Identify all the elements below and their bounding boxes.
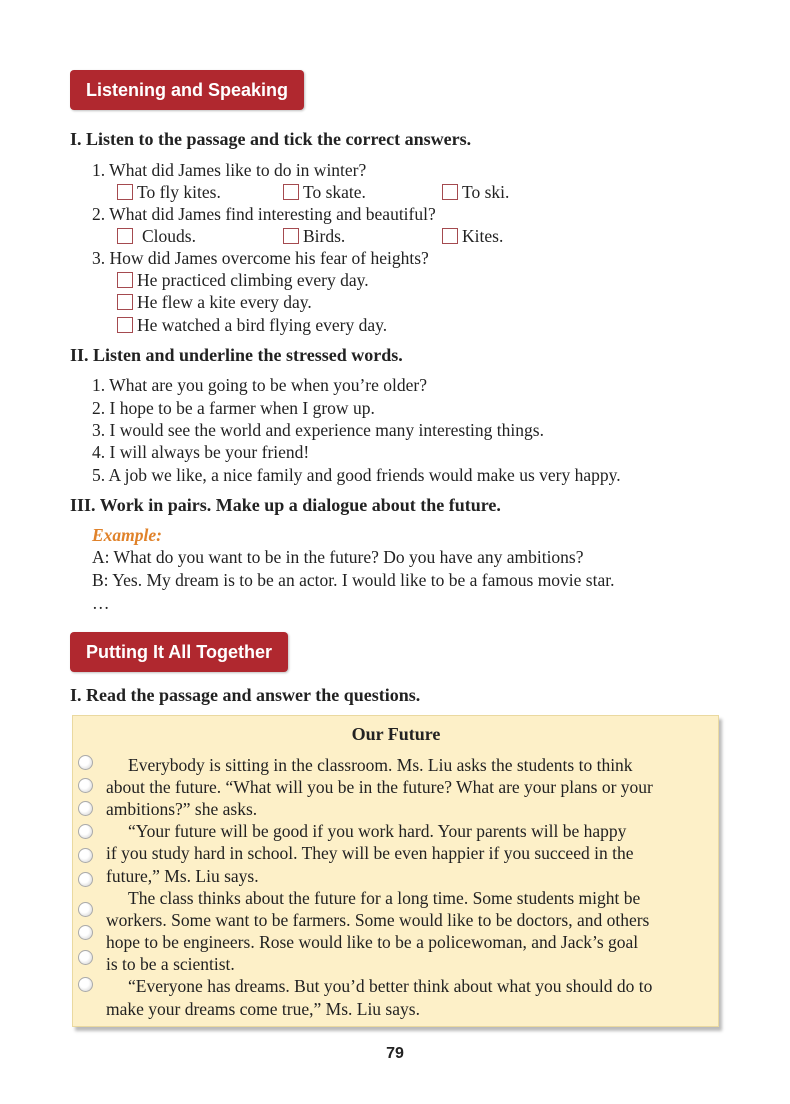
option[interactable]	[442, 225, 503, 247]
ring-binder-icon	[78, 925, 93, 940]
passage-line: ambitions?” she asks.	[106, 799, 258, 819]
ring-binder-icon	[78, 872, 93, 887]
passage-line: hope to be engineers. Rose would like to be a policewoman, and Jack’s goal	[106, 932, 639, 952]
checkbox[interactable]	[442, 184, 458, 200]
ring-binder-icon	[78, 902, 93, 917]
option[interactable]	[283, 225, 345, 247]
section-banner-putting-together: Putting It All Together	[70, 632, 288, 672]
option[interactable]	[442, 181, 509, 203]
checkbox[interactable]	[117, 294, 133, 310]
passage-line: Everybody is sitting in the classroom. Ms. Liu asks the students to think	[128, 755, 633, 775]
checkbox[interactable]	[117, 184, 133, 200]
option[interactable]	[283, 181, 366, 203]
passage-line: The class thinks about the future for a long time. Some students might be	[128, 888, 641, 908]
dialogue-line: A: What do you want to be in the future? Do you have any ambitions?	[92, 547, 584, 567]
option-label: Birds.	[303, 226, 346, 246]
option-label: To skate.	[303, 182, 366, 202]
checkbox[interactable]	[283, 228, 299, 244]
option-label: To fly kites.	[137, 182, 221, 202]
checkbox[interactable]	[117, 317, 133, 333]
section-banner-listening-speaking: Listening and Speaking	[70, 70, 304, 110]
option-label: To ski.	[462, 182, 510, 202]
ring-binder-icon	[78, 977, 93, 992]
option[interactable]	[117, 225, 196, 247]
list-item: 1. What are you going to be when you’re older?	[92, 375, 427, 395]
passage-line: is to be a scientist.	[106, 954, 235, 974]
list-item: 2. I hope to be a farmer when I grow up.	[92, 398, 375, 418]
question-3: 3. How did James overcome his fear of heights?	[92, 248, 429, 268]
ring-binder-icon	[78, 824, 93, 839]
list-item: 3. I would see the world and experience many interesting things.	[92, 420, 544, 440]
ring-binder-icon	[78, 848, 93, 863]
passage-line: workers. Some want to be farmers. Some would like to be doctors, and others	[106, 910, 650, 930]
passage-line: make your dreams come true,” Ms. Liu says.	[106, 999, 420, 1019]
example-label: Example:	[92, 525, 162, 545]
part3-heading: III. Work in pairs. Make up a dialogue about the future.	[70, 495, 501, 515]
passage-line: “Everyone has dreams. But you’d better think about what you should do to	[128, 976, 653, 996]
list-item: 5. A job we like, a nice family and good friends would make us very happy.	[92, 465, 621, 485]
option-label: Clouds.	[142, 226, 196, 246]
option[interactable]	[117, 314, 387, 336]
question-2: 2. What did James find interesting and beautiful?	[92, 204, 436, 224]
option-label: He watched a bird flying every day.	[137, 315, 388, 335]
read-heading: I. Read the passage and answer the questions.	[70, 685, 421, 705]
option[interactable]	[117, 291, 312, 313]
part2-heading: II. Listen and underline the stressed words.	[70, 345, 403, 365]
dialogue-line: B: Yes. My dream is to be an actor. I would like to be a famous movie star.	[92, 570, 615, 590]
list-item: 4. I will always be your friend!	[92, 442, 310, 462]
ring-binder-icon	[78, 755, 93, 770]
page-number: 79	[386, 1045, 404, 1062]
passage-title: Our Future	[351, 724, 441, 744]
passage-line: about the future. “What will you be in the future? What are your plans or your	[106, 777, 653, 797]
part1-heading: I. Listen to the passage and tick the correct answers.	[70, 129, 472, 149]
dialogue-line: …	[92, 593, 110, 613]
passage-line: future,” Ms. Liu says.	[106, 866, 259, 886]
ring-binder-icon	[78, 801, 93, 816]
checkbox[interactable]	[117, 228, 133, 244]
checkbox[interactable]	[117, 272, 133, 288]
passage-line: “Your future will be good if you work hard. Your parents will be happy	[128, 821, 627, 841]
checkbox[interactable]	[283, 184, 299, 200]
option[interactable]	[117, 181, 221, 203]
question-1: 1. What did James like to do in winter?	[92, 160, 367, 180]
option-label: Kites.	[462, 226, 504, 246]
option[interactable]	[117, 269, 369, 291]
checkbox[interactable]	[442, 228, 458, 244]
ring-binder-icon	[78, 950, 93, 965]
passage-line: if you study hard in school. They will be even happier if you succeed in the	[106, 843, 634, 863]
option-label: He practiced climbing every day.	[137, 270, 369, 290]
option-label: He flew a kite every day.	[137, 292, 312, 312]
ring-binder-icon	[78, 778, 93, 793]
